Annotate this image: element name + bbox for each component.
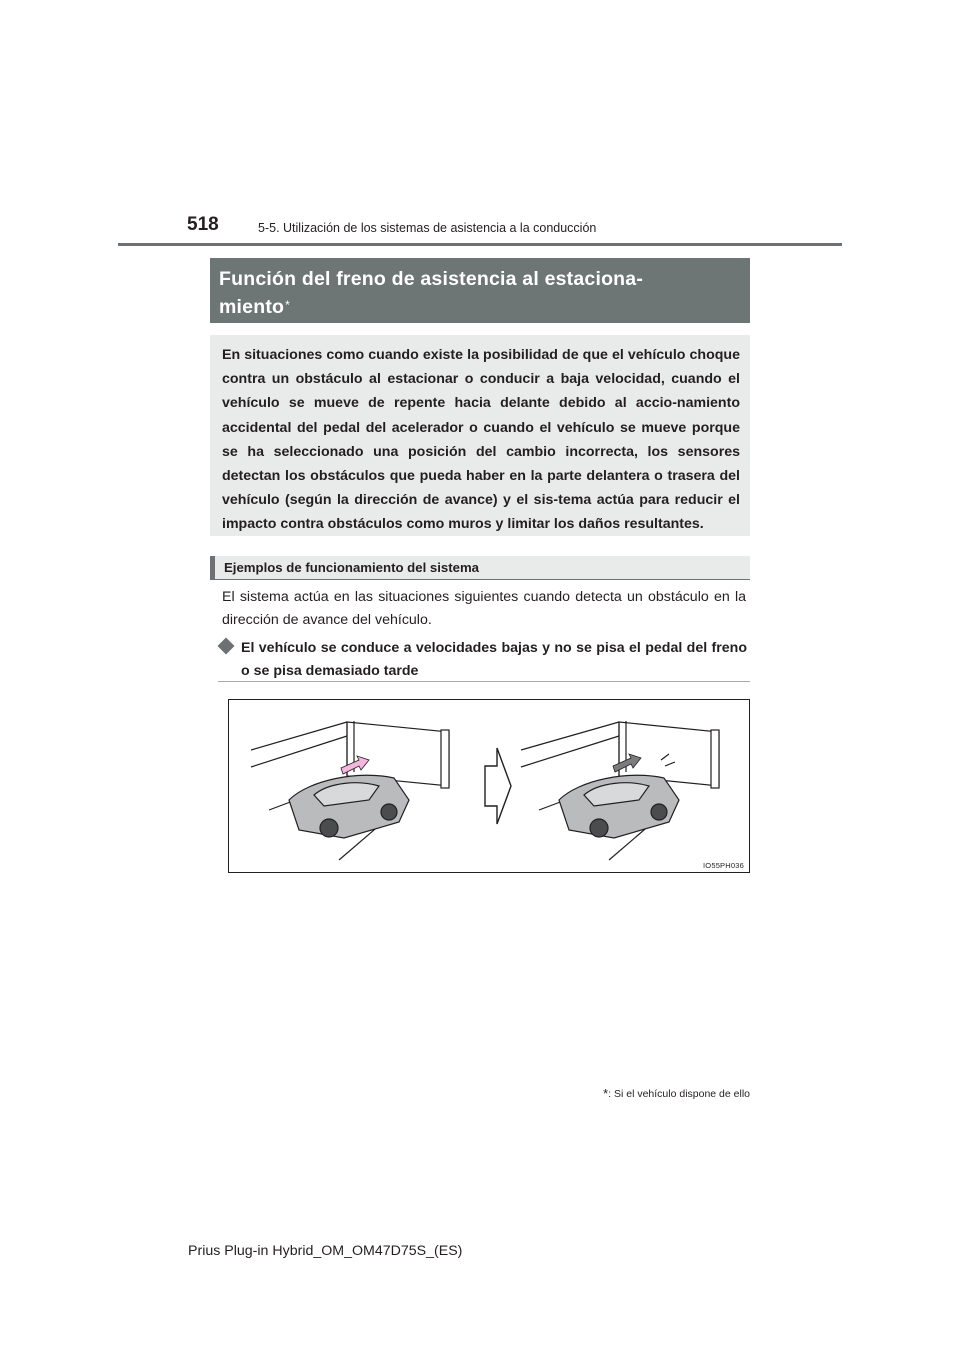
document-footer: Prius Plug-in Hybrid_OM_OM47D75S_(ES) [188, 1243, 463, 1259]
car-wheel-right [590, 819, 608, 837]
footnote-marker: * [603, 1086, 609, 1101]
intro-text: En situaciones como cuando existe la posibilidad de que el vehículo choque contra un obstáculo al estacionar o conducir a baja velocidad, cuando el vehículo se mueve de repente hacia delante debido al accio-namiento accidental del pedal del acelerador o cuando el vehículo se mueve porque se ha seleccionado una posición del cambio incorrecta, los sensores detectan los obstáculos que pueda haber en la parte delantera o trasera del vehículo (según la dirección de avance) y el sis-tema actúa para reducir el impacto contra obstáculos como muros y limitar los daños resultantes. [222, 347, 740, 533]
footnote-text: : Si el vehículo dispone de ello [608, 1088, 750, 1100]
figure-code: IO55PH036 [703, 861, 744, 870]
wall-lower-left [251, 736, 347, 767]
illustration-figure [228, 699, 750, 873]
section-header: 5-5. Utilización de los sistemas de asistencia a la conducción [258, 221, 597, 235]
intro-box [210, 335, 750, 536]
scene-left [251, 721, 449, 860]
parking-illustration [229, 700, 749, 872]
end-post-left [441, 730, 449, 788]
wall-lower-right [521, 736, 619, 767]
wall-top-right [521, 722, 619, 750]
section-heading-bar [210, 556, 215, 579]
scene-right [521, 721, 719, 860]
page-number: 518 [187, 214, 219, 235]
page-title [210, 258, 750, 323]
body-paragraph: El sistema actúa en las situaciones siguientes cuando detecta un obstáculo en la dirección de avance del vehículo. [222, 589, 746, 628]
car-wheel-right-2 [651, 804, 667, 820]
section-heading-text: Ejemplos de funcionamiento del sistema [224, 560, 480, 575]
title-footnote-marker: * [285, 298, 290, 312]
title-line-2-text: miento [219, 296, 285, 318]
title-line-2 [219, 293, 740, 321]
subheading: El vehículo se conduce a velocidades bajas y no se pisa el pedal del freno o se pisa demasiado tarde [241, 640, 747, 679]
title-line-1: Función del freno de asistencia al estaciona- [219, 268, 644, 290]
footnote [603, 1086, 750, 1101]
transition-arrow-icon [485, 748, 511, 824]
car-wheel-left [320, 819, 338, 837]
wall-top-left [251, 722, 347, 750]
header-rule [118, 243, 842, 246]
subheading-rule [218, 681, 750, 682]
diamond-bullet-icon [218, 638, 235, 655]
end-post-right [711, 730, 719, 788]
car-wheel-left-2 [381, 804, 397, 820]
section-heading [210, 556, 750, 580]
